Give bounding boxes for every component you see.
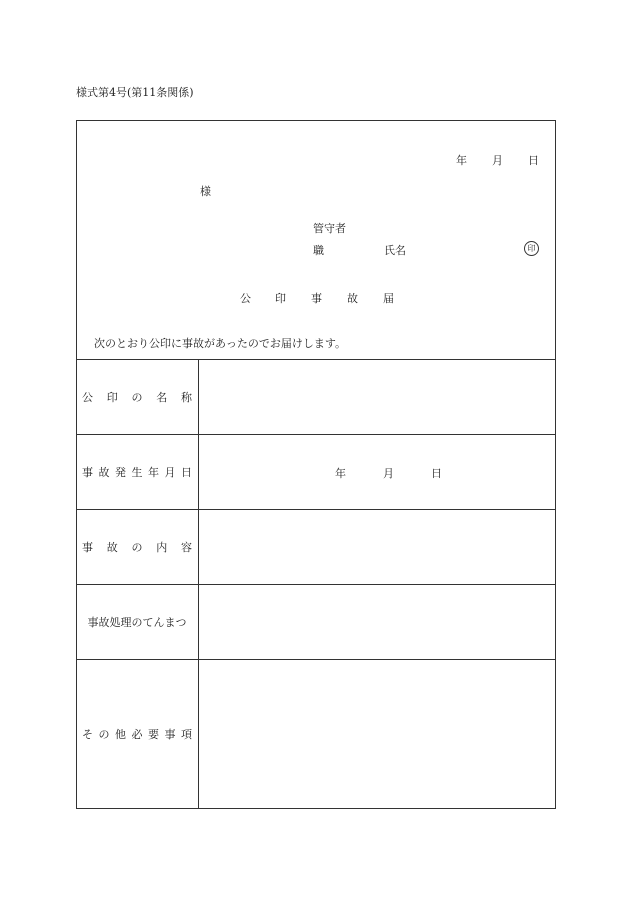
label-char: の (98, 728, 110, 741)
label-char: 故 (106, 540, 118, 554)
label-char: 発 (115, 465, 126, 479)
label-char: 事 (82, 540, 93, 554)
date-month-label: 月 (492, 154, 503, 167)
occurrence-month-label: 月 (383, 467, 394, 480)
date-year-label: 年 (456, 154, 467, 167)
label-char: そ (82, 728, 93, 741)
occurrence-day-label: 日 (431, 467, 442, 480)
position-label: 職 (313, 244, 324, 257)
label-char: 事 (164, 728, 176, 741)
row-label-other-matters (76, 659, 198, 809)
form-number: 様式第4号(第11条関係) (76, 86, 194, 99)
label-char: 年 (148, 465, 159, 479)
seal-icon: 印 (524, 241, 539, 256)
other-matters-field[interactable] (199, 660, 555, 808)
name-label: 氏名 (384, 244, 406, 257)
label-char: 印 (106, 390, 118, 404)
label-char: 公 (82, 390, 93, 404)
row-label-seal-name (76, 359, 198, 434)
title-char: 公 (240, 292, 251, 305)
custodian-label: 管守者 (313, 222, 346, 235)
label-char: 他 (115, 728, 126, 741)
title-char: 事 (311, 292, 322, 305)
addressee-suffix: 様 (200, 185, 211, 198)
label-char: 称 (181, 390, 192, 404)
label-char: 容 (181, 540, 192, 554)
date-day-label: 日 (528, 154, 539, 167)
label-char: 項 (181, 728, 192, 741)
label-char: 生 (131, 465, 143, 479)
seal-name-field[interactable] (199, 360, 555, 434)
label-char: の (131, 540, 143, 554)
title-char: 届 (383, 292, 394, 305)
title-char: 故 (347, 292, 358, 305)
title-char: 印 (275, 292, 286, 305)
label-char: 要 (148, 728, 159, 741)
label-char: 名 (156, 390, 168, 404)
label-char: 月 (164, 465, 176, 479)
intro-text: 次のとおり公印に事故があったのでお届けします。 (94, 337, 347, 350)
row-label-occurrence-date (76, 434, 198, 509)
accident-content-field[interactable] (199, 510, 555, 584)
label-char: の (131, 390, 143, 404)
label-char: 事 (82, 465, 93, 479)
handling-field[interactable] (199, 585, 555, 659)
label-text: 事故処理のてんまつ (87, 615, 187, 629)
row-label-accident-content (76, 509, 198, 584)
row-label-handling (76, 584, 198, 659)
occurrence-year-label: 年 (335, 467, 346, 480)
label-char: 故 (98, 465, 110, 479)
label-char: 必 (131, 728, 143, 741)
label-char: 日 (181, 465, 192, 479)
label-char: 内 (156, 540, 168, 554)
